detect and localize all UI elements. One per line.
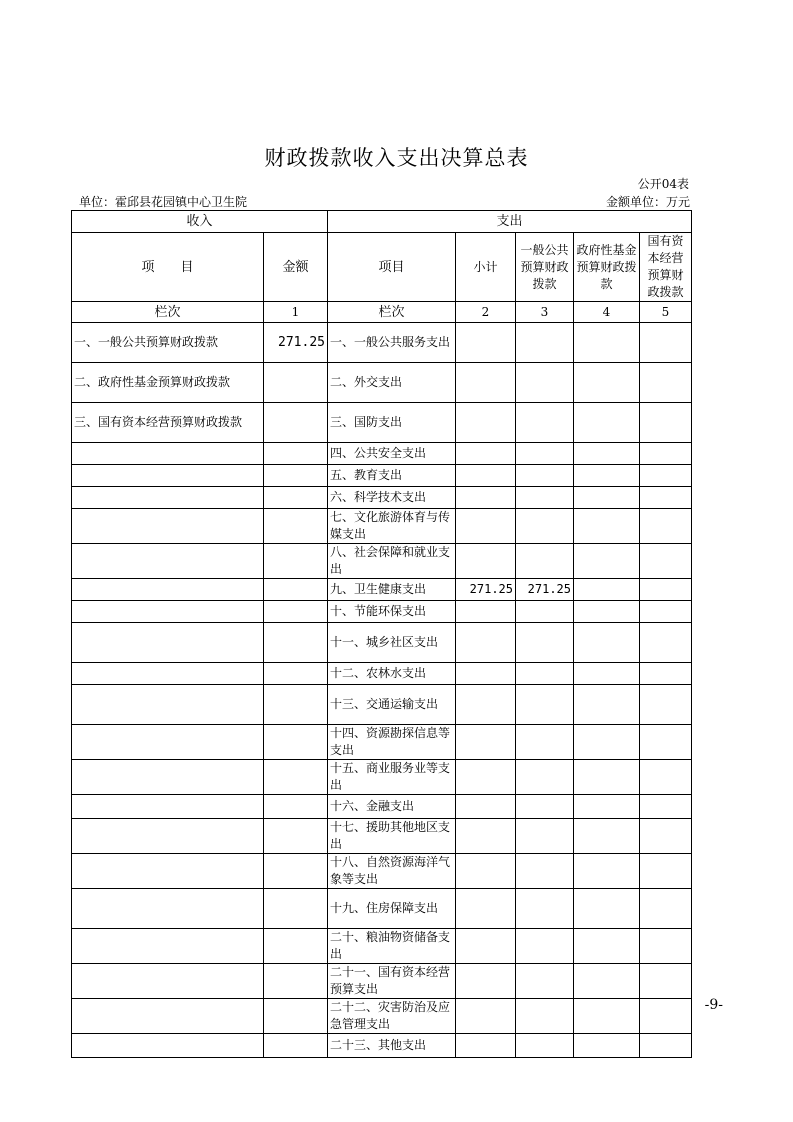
expense-state-capital [640, 964, 692, 999]
income-item-label [72, 725, 264, 760]
expense-general-budget [516, 509, 574, 544]
income-item-amount [264, 544, 328, 579]
expense-general-budget [516, 725, 574, 760]
col-index-4: 4 [574, 302, 640, 323]
expense-state-capital [640, 663, 692, 685]
income-item-label [72, 443, 264, 465]
table-row [72, 579, 692, 601]
expense-item-label: 二、外交支出 [328, 363, 456, 403]
expense-subtotal [456, 443, 516, 465]
expense-subtotal [456, 999, 516, 1034]
expense-subtotal [456, 509, 516, 544]
expense-state-capital [640, 544, 692, 579]
expense-item-label: 十八、自然资源海洋气象等支出 [328, 854, 456, 889]
income-item-label: 一、一般公共预算财政拨款 [72, 323, 264, 363]
expense-subtotal [456, 403, 516, 443]
expense-gov-fund [574, 403, 640, 443]
expense-general-budget [516, 601, 574, 623]
expense-gov-fund [574, 487, 640, 509]
expense-general-budget [516, 487, 574, 509]
expense-subtotal [456, 889, 516, 929]
expense-gov-fund [574, 685, 640, 725]
expense-item-label: 八、社会保障和就业支出 [328, 544, 456, 579]
expense-gov-fund [574, 579, 640, 601]
expense-item-label: 二十、粮油物资储备支出 [328, 929, 456, 964]
income-item-amount [264, 465, 328, 487]
expense-state-capital [640, 819, 692, 854]
expense-gov-fund [574, 323, 640, 363]
expense-general-budget [516, 663, 574, 685]
expense-general-budget: 271.25 [516, 579, 574, 601]
income-item-label: 二、政府性基金预算财政拨款 [72, 363, 264, 403]
expense-general-budget [516, 443, 574, 465]
income-item-amount [264, 760, 328, 795]
state-capital-header: 国有资本经营预算财政拨款 [640, 233, 692, 302]
table-row [72, 889, 692, 929]
fiscal-table [71, 210, 692, 1058]
income-item-label [72, 685, 264, 725]
table-row [72, 403, 692, 443]
table-row [72, 819, 692, 854]
expense-subtotal [456, 929, 516, 964]
expense-state-capital [640, 999, 692, 1034]
expense-item-label: 六、科学技术支出 [328, 487, 456, 509]
expense-subtotal [456, 544, 516, 579]
expense-subtotal [456, 819, 516, 854]
income-item-label [72, 929, 264, 964]
income-item-label [72, 663, 264, 685]
income-item-amount [264, 579, 328, 601]
expense-gov-fund [574, 601, 640, 623]
income-item-amount [264, 889, 328, 929]
income-item-label [72, 999, 264, 1034]
expense-item-label: 十九、住房保障支出 [328, 889, 456, 929]
expense-general-budget [516, 964, 574, 999]
expense-state-capital [640, 323, 692, 363]
expense-gov-fund [574, 819, 640, 854]
table-row [72, 544, 692, 579]
expense-gov-fund [574, 854, 640, 889]
expense-general-budget [516, 363, 574, 403]
table-row [72, 443, 692, 465]
income-item-amount [264, 795, 328, 819]
expense-item-label: 二十三、其他支出 [328, 1034, 456, 1058]
income-header: 收入 [72, 211, 328, 233]
expense-general-budget [516, 1034, 574, 1058]
expense-state-capital [640, 725, 692, 760]
expense-item-label: 二十二、灾害防治及应急管理支出 [328, 999, 456, 1034]
expense-item-label: 十一、城乡社区支出 [328, 623, 456, 663]
expense-general-budget [516, 544, 574, 579]
expense-state-capital [640, 889, 692, 929]
subtotal-header: 小计 [456, 233, 516, 302]
expense-subtotal: 271.25 [456, 579, 516, 601]
expense-item-label: 三、国防支出 [328, 403, 456, 443]
income-item-amount [264, 999, 328, 1034]
amount-header: 金额 [264, 233, 328, 302]
income-item-label [72, 760, 264, 795]
expense-general-budget [516, 403, 574, 443]
table-row [72, 465, 692, 487]
income-item-amount [264, 487, 328, 509]
expense-state-capital [640, 443, 692, 465]
income-item-label [72, 509, 264, 544]
expense-state-capital [640, 685, 692, 725]
expense-item-label: 五、教育支出 [328, 465, 456, 487]
table-row [72, 725, 692, 760]
table-row [72, 685, 692, 725]
expense-general-budget [516, 929, 574, 964]
expense-general-budget [516, 795, 574, 819]
income-item-amount [264, 601, 328, 623]
income-item-label [72, 579, 264, 601]
expense-item-label: 一、一般公共服务支出 [328, 323, 456, 363]
table-row [72, 795, 692, 819]
expense-gov-fund [574, 760, 640, 795]
expense-subtotal [456, 854, 516, 889]
income-item-label [72, 819, 264, 854]
income-item-amount [264, 964, 328, 999]
item-right-header: 项目 [328, 233, 456, 302]
general-budget-header: 一般公共预算财政拨款 [516, 233, 574, 302]
expense-state-capital [640, 760, 692, 795]
expense-subtotal [456, 1034, 516, 1058]
expense-item-label: 十、节能环保支出 [328, 601, 456, 623]
expense-item-label: 九、卫生健康支出 [328, 579, 456, 601]
expense-gov-fund [574, 443, 640, 465]
expense-gov-fund [574, 509, 640, 544]
expense-item-label: 十六、金融支出 [328, 795, 456, 819]
expense-state-capital [640, 465, 692, 487]
expense-gov-fund [574, 795, 640, 819]
expense-state-capital [640, 487, 692, 509]
expense-gov-fund [574, 1034, 640, 1058]
expense-gov-fund [574, 999, 640, 1034]
expense-item-label: 十七、援助其他地区支出 [328, 819, 456, 854]
expense-item-label: 二十一、国有资本经营预算支出 [328, 964, 456, 999]
expense-state-capital [640, 929, 692, 964]
expense-state-capital [640, 795, 692, 819]
amount-unit: 金额单位：万元 [605, 195, 690, 209]
table-row [72, 1034, 692, 1058]
gov-fund-header: 政府性基金预算财政拨款 [574, 233, 640, 302]
expense-subtotal [456, 964, 516, 999]
expense-gov-fund [574, 889, 640, 929]
form-code: 公开04表 [637, 177, 689, 191]
expense-state-capital [640, 579, 692, 601]
table-row [72, 509, 692, 544]
expense-gov-fund [574, 964, 640, 999]
col-index-2: 2 [456, 302, 516, 323]
income-item-amount [264, 443, 328, 465]
expense-subtotal [456, 725, 516, 760]
expense-gov-fund [574, 363, 640, 403]
expense-subtotal [456, 623, 516, 663]
table-row [72, 487, 692, 509]
income-item-amount [264, 663, 328, 685]
row-label-left: 栏次 [72, 302, 264, 323]
item-left-header: 项 目 [72, 233, 264, 302]
col-index-5: 5 [640, 302, 692, 323]
expense-general-budget [516, 999, 574, 1034]
expense-item-label: 十四、资源勘探信息等支出 [328, 725, 456, 760]
expense-state-capital [640, 403, 692, 443]
table-row [72, 363, 692, 403]
expense-state-capital [640, 363, 692, 403]
col-index-3: 3 [516, 302, 574, 323]
expense-general-budget [516, 623, 574, 663]
expense-subtotal [456, 601, 516, 623]
expense-header: 支出 [328, 211, 692, 233]
table-row [72, 601, 692, 623]
income-item-label [72, 601, 264, 623]
table-body [72, 323, 692, 1058]
expense-gov-fund [574, 929, 640, 964]
expense-subtotal [456, 760, 516, 795]
table-row [72, 999, 692, 1034]
expense-subtotal [456, 323, 516, 363]
income-item-amount [264, 623, 328, 663]
expense-item-label: 四、公共安全支出 [328, 443, 456, 465]
expense-subtotal [456, 663, 516, 685]
table-row [72, 760, 692, 795]
income-item-label: 三、国有资本经营预算财政拨款 [72, 403, 264, 443]
expense-gov-fund [574, 465, 640, 487]
expense-general-budget [516, 685, 574, 725]
table-row [72, 854, 692, 889]
income-item-amount [264, 854, 328, 889]
income-item-label [72, 854, 264, 889]
income-item-label [72, 1034, 264, 1058]
expense-state-capital [640, 623, 692, 663]
expense-general-budget [516, 323, 574, 363]
page-title: 财政拨款收入支出决算总表 [264, 146, 529, 170]
expense-general-budget [516, 854, 574, 889]
income-item-amount: 271.25 [264, 323, 328, 363]
income-item-amount [264, 1034, 328, 1058]
table-row [72, 323, 692, 363]
expense-subtotal [456, 363, 516, 403]
expense-item-label: 十五、商业服务业等支出 [328, 760, 456, 795]
table-row [72, 623, 692, 663]
income-item-amount [264, 725, 328, 760]
table-row [72, 964, 692, 999]
expense-subtotal [456, 685, 516, 725]
expense-state-capital [640, 509, 692, 544]
expense-gov-fund [574, 544, 640, 579]
unit-label: 单位：霍邱县花园镇中心卫生院 [79, 195, 248, 209]
income-item-amount [264, 929, 328, 964]
row-label-right: 栏次 [328, 302, 456, 323]
col-index-1: 1 [264, 302, 328, 323]
expense-subtotal [456, 795, 516, 819]
income-item-amount [264, 363, 328, 403]
table-row [72, 929, 692, 964]
income-item-label [72, 623, 264, 663]
income-item-label [72, 487, 264, 509]
expense-item-label: 十三、交通运输支出 [328, 685, 456, 725]
expense-state-capital [640, 601, 692, 623]
expense-general-budget [516, 760, 574, 795]
expense-gov-fund [574, 725, 640, 760]
expense-general-budget [516, 819, 574, 854]
income-item-label [72, 795, 264, 819]
expense-gov-fund [574, 663, 640, 685]
expense-general-budget [516, 465, 574, 487]
income-item-amount [264, 685, 328, 725]
income-item-label [72, 889, 264, 929]
income-item-amount [264, 819, 328, 854]
expense-subtotal [456, 487, 516, 509]
expense-gov-fund [574, 623, 640, 663]
expense-item-label: 七、文化旅游体育与传媒支出 [328, 509, 456, 544]
income-item-label [72, 465, 264, 487]
expense-general-budget [516, 889, 574, 929]
expense-state-capital [640, 854, 692, 889]
income-item-amount [264, 509, 328, 544]
page-number: -9- [704, 997, 723, 1013]
income-item-label [72, 544, 264, 579]
expense-item-label: 十二、农林水支出 [328, 663, 456, 685]
income-item-label [72, 964, 264, 999]
income-item-amount [264, 403, 328, 443]
expense-subtotal [456, 465, 516, 487]
table-row [72, 663, 692, 685]
expense-state-capital [640, 1034, 692, 1058]
